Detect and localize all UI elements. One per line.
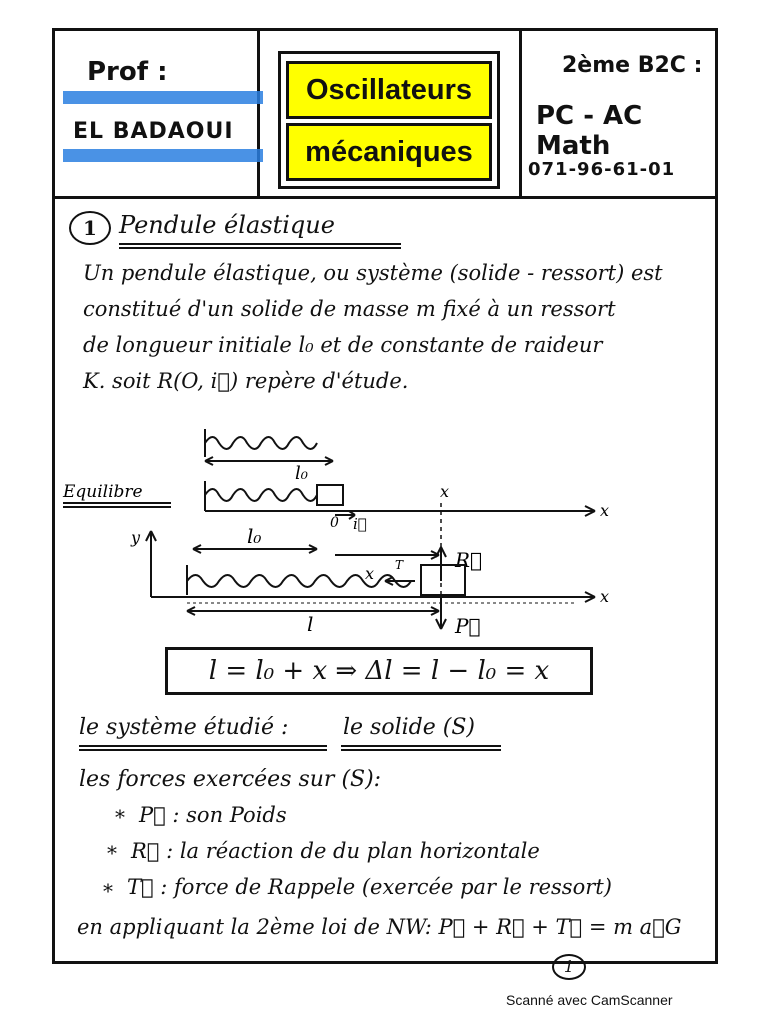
elongation-formula: l = l₀ + x ⇒ Δl = l − l₀ = x [165,647,593,695]
stretched-spring [187,565,465,595]
class-level: 2ème B2C : [562,53,703,78]
prof-name: EL BADAOUI [73,119,234,144]
bullet: * [107,841,117,865]
header [55,31,715,199]
scanner-footer: Scanné avec CamScanner [506,992,673,1008]
title-underline [119,243,401,249]
force-item-reaction: R⃗ : la réaction de du plan horizontale [131,839,540,863]
class-track: PC - AC Math [536,101,643,161]
newton-law: en appliquant la 2ème loi de NW: P⃗ + R⃗ + T⃗ = m a⃗G [77,915,682,939]
phone-number: 071-96-61-01 [528,159,676,180]
label-l: l [307,612,314,636]
equilibrium-spring [205,481,595,516]
paragraph-line: de longueur initiale l₀ et de constante de raideur [83,333,603,357]
label-x-axis-bottom: x [600,587,610,606]
section-number: 1 [69,211,111,245]
spring-diagram [55,419,715,644]
system-value: le solide (S) [343,715,475,740]
label-x-mid: x [365,564,375,583]
label-l0-mid: l₀ [247,524,262,548]
label-equilibre: Equilibre [63,482,143,502]
label-i: i⃗ [353,515,367,533]
label-l0-top: l₀ [295,463,308,484]
highlight-bar [63,91,263,104]
force-item-weight: P⃗ : son Poids [139,803,287,827]
paragraph-line: constitué d'un solide de masse m fixé à un ressort [83,297,616,321]
bullet: * [103,879,113,903]
forces-intro: les forces exercées sur (S): [79,767,382,792]
prof-label: Prof : [87,57,168,87]
label-x-top: x [440,482,450,501]
lesson-body [55,199,715,961]
system-label: le système étudié : [79,715,289,740]
highlight-bar [63,149,263,162]
worksheet-page [52,28,718,964]
label-P: P⃗ [455,614,481,638]
title-line-2: mécaniques [286,123,492,181]
header-title-cell [260,31,522,196]
bullet: * [115,805,125,829]
header-class-cell [522,31,715,196]
force-item-tension: T⃗ : force de Rappele (exercée par le ressort) [127,875,612,899]
free-spring [205,429,333,465]
system-label-underline [79,745,327,751]
label-T: T [395,558,404,572]
section-title: Pendule élastique [119,211,335,239]
label-R: R⃗ [455,548,483,572]
paragraph-line: Un pendule élastique, ou système (solide - ressort) est [83,261,663,285]
label-y-axis: y [131,528,141,547]
page-number: 1 [552,954,586,980]
title-line-1: Oscillateurs [286,61,492,119]
system-value-underline [341,745,501,751]
header-author-cell [55,31,260,196]
label-x-axis: x [600,501,610,520]
paragraph-line: K. soit R(O, i⃗) repère d'étude. [83,369,409,393]
label-origin: 0 [330,515,339,531]
